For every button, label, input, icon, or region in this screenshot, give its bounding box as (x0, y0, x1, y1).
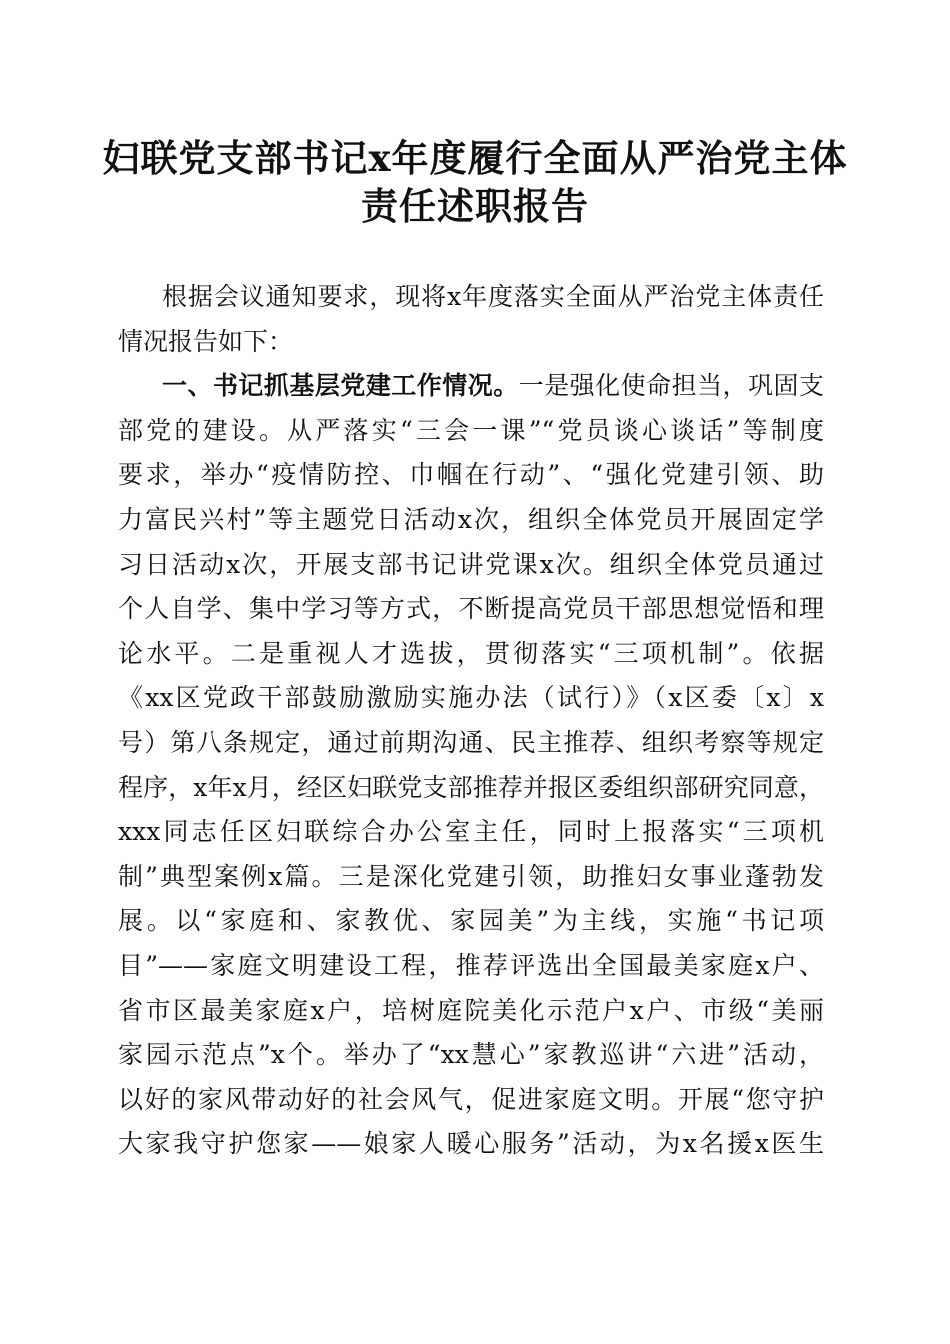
paragraph-line: 程序，x年x月，经区妇联党支部推荐并报区委组织部研究同意， (118, 772, 824, 802)
paragraph-line: 制”典型案例x篇。三是深化党建引领，助推妇女事业蓬勃发 (118, 861, 824, 891)
paragraph-line: 力富民兴村”等主题党日活动x次，组织全体党员开展固定学 (118, 504, 824, 534)
paragraph-line: 《xx区党政干部鼓励激励实施办法（试行）》（x区委〔x〕x (118, 683, 824, 713)
section-first-line-text: 一是强化使命担当，巩固支 (518, 371, 824, 401)
paragraph-line: 论水平。二是重视人才选拔，贯彻落实“三项机制”。依据 (118, 638, 824, 668)
paragraph-line: 大家我守护您家——娘家人暖心服务”活动，为x名援x医生 (118, 1129, 824, 1159)
section-heading: 一、书记抓基层党建工作情况。 (162, 371, 519, 401)
paragraph-line: 习日活动x次，开展支部书记讲党课x次。组织全体党员通过 (118, 549, 824, 579)
intro-line-2: 情况报告如下： (118, 326, 294, 356)
paragraph-line: 目”——家庭文明建设工程，推荐评选出全国最美家庭x户、 (118, 950, 824, 980)
paragraph-line: 以好的家风带动好的社会风气，促进家庭文明。开展“您守护 (118, 1084, 824, 1114)
intro-line-1: 根据会议通知要求，现将x年度落实全面从严治党主体责任 (162, 282, 824, 311)
paragraph-line: 家园示范点”x个。举办了“xx慧心”家教巡讲“六进”活动， (118, 1040, 824, 1070)
paragraph-line: 个人自学、集中学习等方式，不断提高党员干部思想觉悟和理 (118, 594, 824, 624)
title-line-1: 妇联党支部书记x年度履行全面从严治党主体 (102, 136, 848, 180)
paragraph-line: 要求，举办“疫情防控、巾帼在行动”、“强化党建引领、助 (118, 460, 824, 490)
paragraph-line: 号）第八条规定，通过前期沟通、民主推荐、组织考察等规定 (118, 727, 824, 757)
document-title (0, 134, 950, 230)
paragraph-line: 省市区最美家庭x户，培树庭院美化示范户x户、市级“美丽 (118, 995, 824, 1025)
document-body (118, 275, 824, 1167)
paragraph-line: 展。以“家庭和、家教优、家园美”为主线，实施“书记项 (118, 906, 824, 936)
paragraph-line: xxx同志任区妇联综合办公室主任，同时上报落实“三项机 (118, 817, 824, 847)
section-heading-line (118, 364, 824, 409)
title-line-2: 责任述职报告 (361, 184, 589, 228)
section-paragraph (118, 409, 824, 1167)
paragraph-line: 部党的建设。从严落实“三会一课”“党员谈心谈话”等制度 (118, 415, 824, 445)
